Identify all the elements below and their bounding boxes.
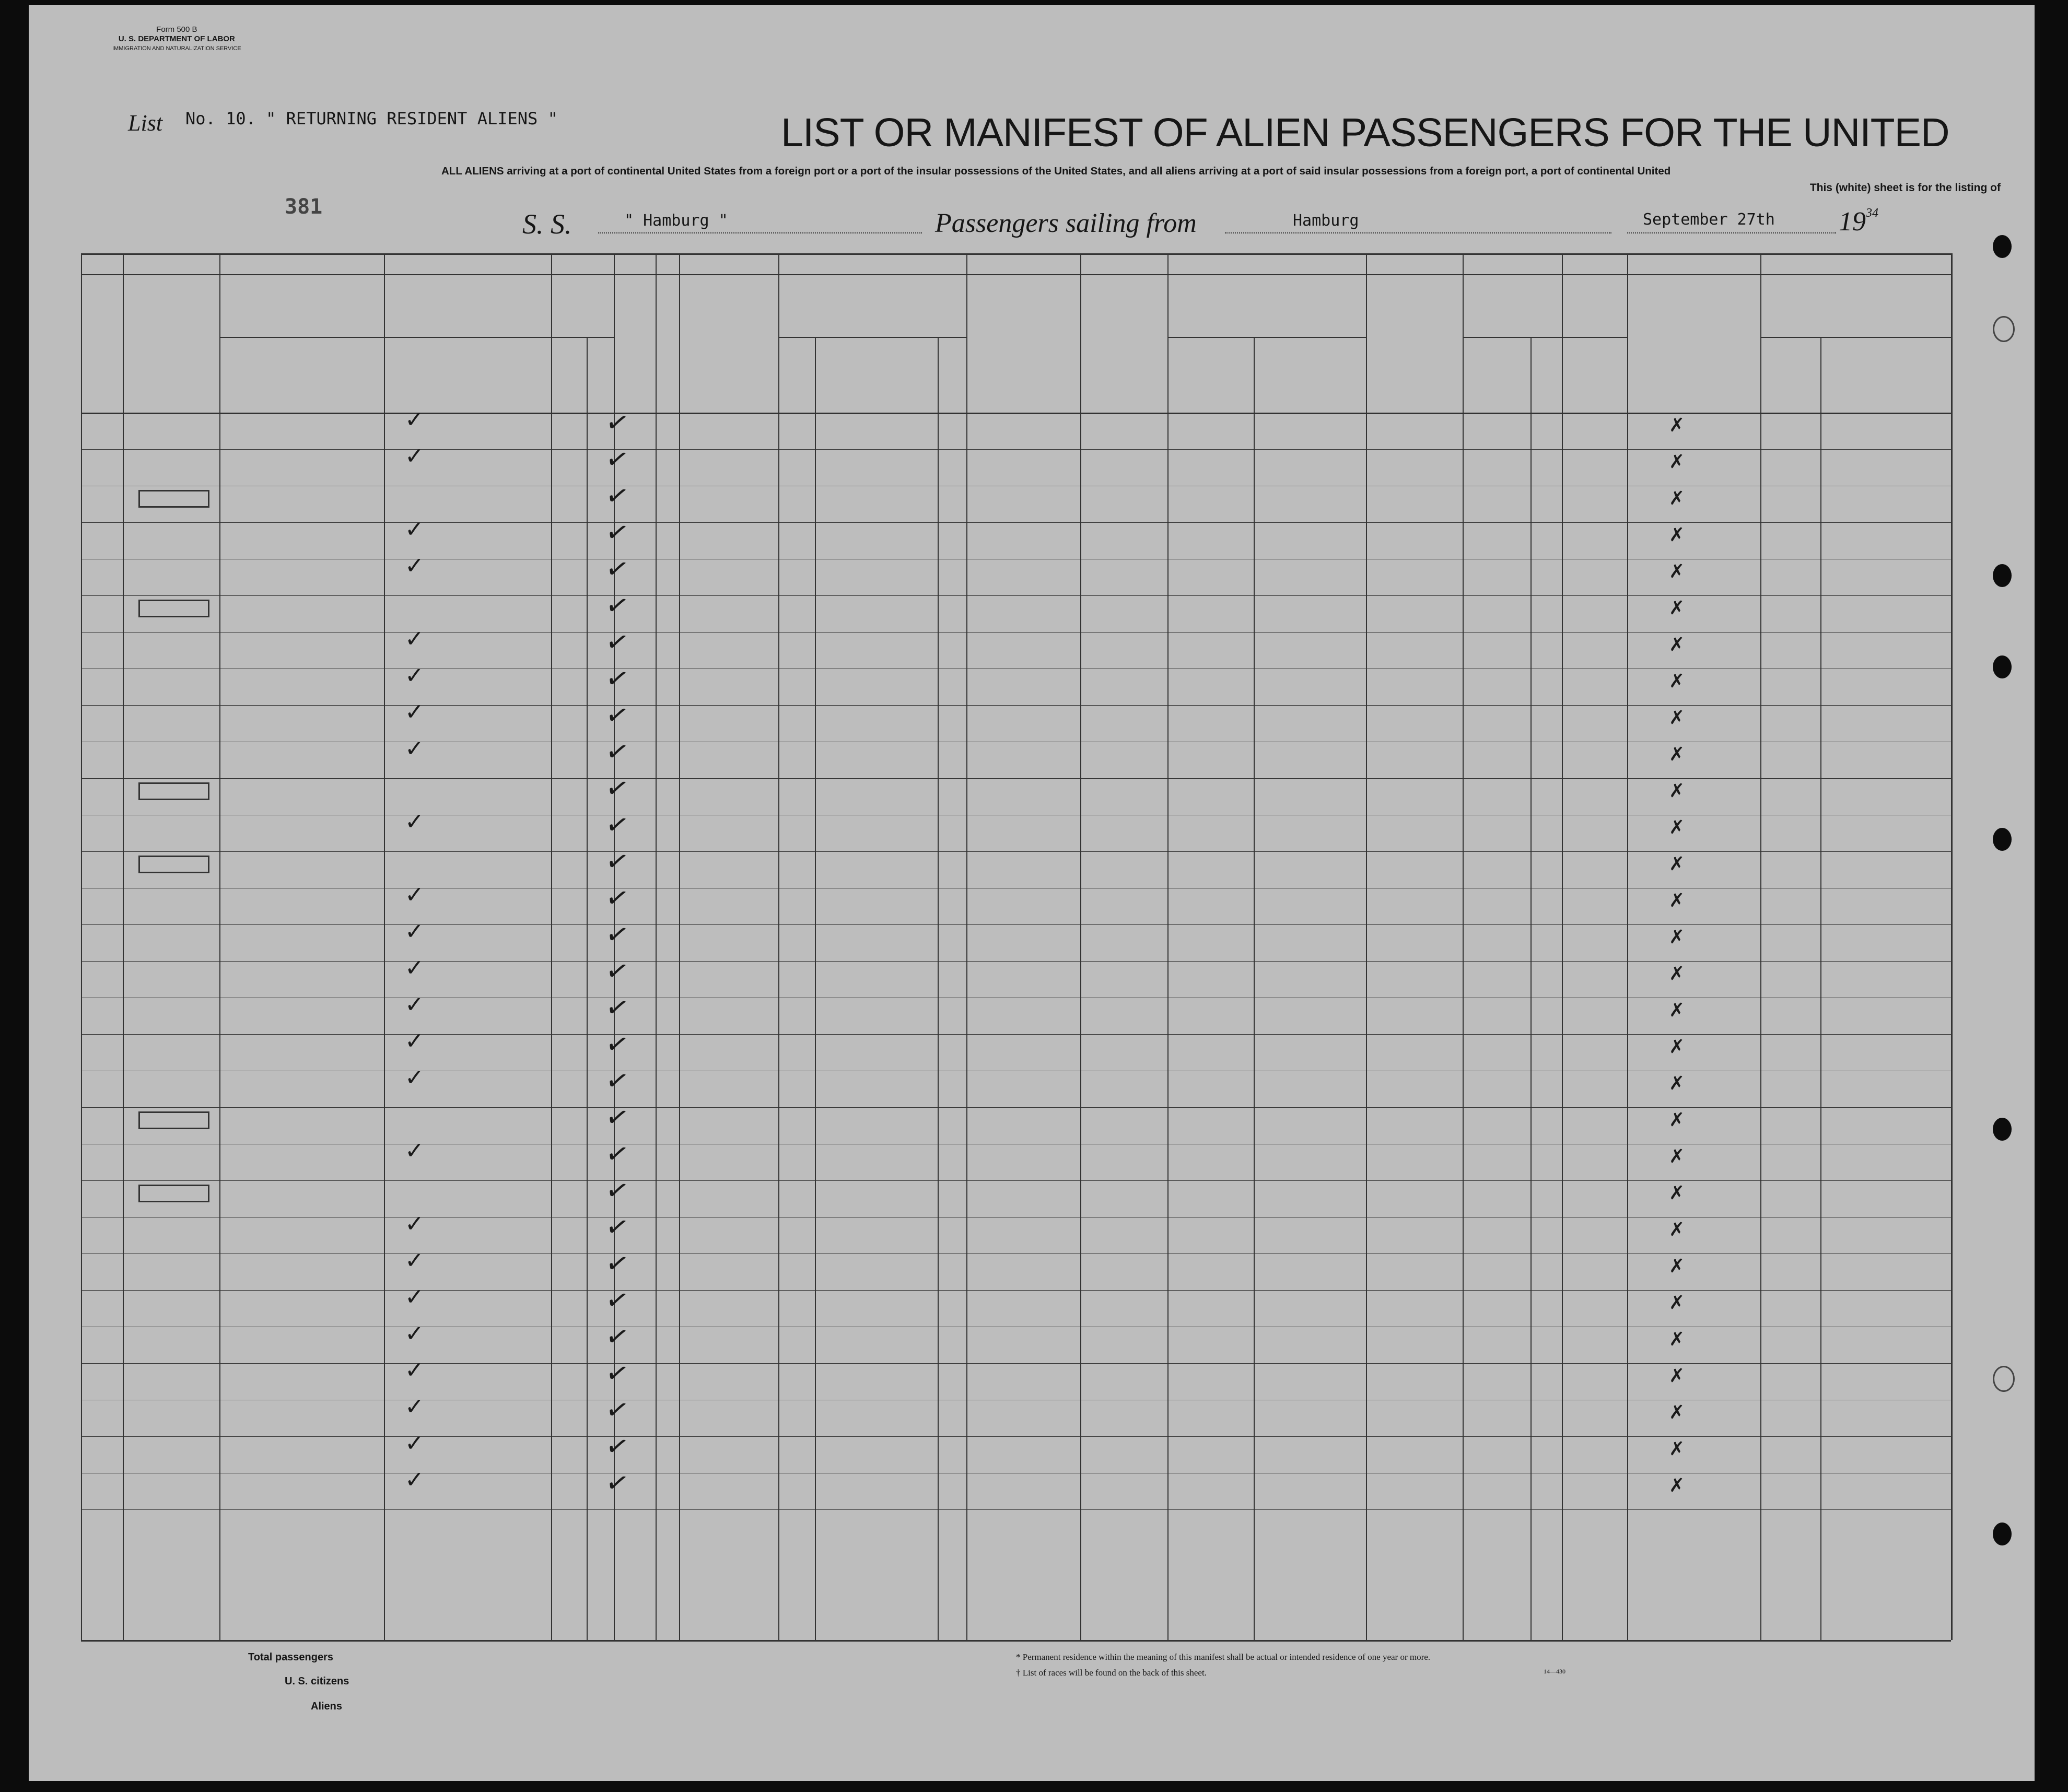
binder-hole	[1993, 655, 2012, 678]
column-divider	[1080, 253, 1081, 1640]
verification-mark: ✗	[1669, 1475, 1685, 1496]
column-number	[551, 253, 614, 274]
ship-underline	[598, 232, 922, 233]
header-age	[551, 274, 614, 337]
verification-mark: ✗	[1669, 853, 1685, 875]
verification-mark: ✗	[1669, 1219, 1685, 1240]
name-check-mark: ✓	[405, 1247, 424, 1274]
row-divider	[81, 632, 1951, 633]
age-check-mark: ✓	[603, 881, 632, 916]
age-check-mark: ✓	[603, 661, 632, 697]
header-married-single	[656, 274, 679, 413]
age-check-mark: ✓	[603, 1319, 632, 1355]
row-divider	[81, 449, 1951, 450]
verification-mark: ✗	[1669, 707, 1685, 729]
sheet-number: 381	[285, 195, 323, 219]
column-divider	[219, 253, 220, 1640]
verification-mark: ✗	[1669, 1329, 1685, 1350]
head-tax-us-citizen-stamp	[138, 1185, 209, 1202]
age-check-mark: ✓	[603, 1246, 632, 1282]
us-citizens-label: U. S. citizens	[285, 1676, 349, 1687]
verification-mark: ✗	[1669, 744, 1685, 765]
ship-name: " Hamburg "	[624, 212, 728, 230]
head-tax-us-citizen-stamp	[138, 782, 209, 800]
column-divider	[384, 253, 385, 1640]
header-age-years	[551, 337, 587, 413]
age-check-mark: ✓	[603, 1173, 632, 1209]
age-check-mark: ✓	[603, 844, 632, 880]
column-divider	[966, 253, 967, 1640]
verification-mark: ✗	[1669, 1146, 1685, 1167]
row-divider	[81, 1509, 1951, 1510]
header-issued	[1463, 274, 1627, 337]
column-number	[1760, 253, 1951, 274]
name-check-mark: ✓	[405, 882, 424, 908]
head-tax-us-citizen-stamp	[138, 600, 209, 617]
header-issued-place	[1463, 337, 1562, 413]
verification-mark: ✗	[1669, 780, 1685, 802]
column-divider	[778, 253, 779, 1640]
column-number	[614, 253, 656, 274]
header-write	[938, 337, 966, 413]
name-check-mark: ✓	[405, 918, 424, 945]
age-check-mark: ✓	[603, 1392, 632, 1428]
verification-mark: ✗	[1669, 1073, 1685, 1094]
verification-mark: ✗	[1669, 1292, 1685, 1314]
header-visa	[1366, 274, 1463, 371]
age-check-mark: ✓	[603, 515, 632, 551]
age-check-mark: ✓	[603, 771, 632, 806]
sailing-date: September 27th	[1643, 210, 1775, 229]
footnote-races: † List of races will be found on the back of this sheet.	[1016, 1668, 1207, 1678]
footnote-residence: * Permanent residence within the meaning of this manifest shall be actual or intended residence of one year or more.	[1016, 1652, 1431, 1662]
form-identifier	[112, 25, 241, 53]
name-check-mark: ✓	[405, 1138, 424, 1164]
header-age-months	[587, 337, 614, 413]
head-tax-us-citizen-stamp	[138, 1111, 209, 1129]
page-subtitle: ALL ALIENS arriving at a port of continental United States from a foreign port or a port of the insular possessions of the United States, and all aliens arriving at a port of said insular possessions from a foreign port, a port of continental United	[441, 165, 1671, 177]
column-divider	[551, 253, 552, 1640]
age-check-mark: ✓	[603, 698, 632, 733]
port-underline	[1225, 232, 1611, 233]
binder-hole-empty	[1993, 316, 2015, 342]
column-number	[1627, 253, 1760, 274]
header-verification	[1627, 274, 1760, 360]
verification-mark: ✗	[1669, 1182, 1685, 1204]
header-verification-note	[1627, 360, 1760, 413]
name-check-mark: ✓	[405, 443, 424, 470]
name-check-mark: ✓	[405, 516, 424, 543]
name-check-mark: ✓	[405, 406, 424, 433]
column-divider	[1167, 253, 1169, 1640]
year-prefix: 19	[1839, 207, 1866, 237]
binder-hole-empty	[1993, 1366, 2015, 1392]
binder-hole	[1993, 564, 2012, 587]
table-bottom-border	[81, 1640, 1951, 1642]
age-check-mark: ✓	[603, 1356, 632, 1391]
column-divider	[1760, 253, 1761, 1640]
header-head-tax-note	[123, 329, 219, 413]
row-divider	[81, 851, 1951, 852]
column-divider	[1463, 253, 1464, 1640]
age-check-mark: ✓	[603, 1466, 632, 1501]
verification-mark: ✗	[1669, 488, 1685, 509]
column-number	[778, 253, 966, 274]
name-check-mark: ✓	[405, 699, 424, 725]
name-check-mark: ✓	[405, 553, 424, 579]
row-divider	[81, 1034, 1951, 1035]
column-divider	[679, 253, 680, 1640]
age-check-mark: ✓	[603, 734, 632, 770]
column-number	[81, 253, 123, 274]
row-divider	[81, 705, 1951, 706]
header-residence-country	[1760, 337, 1820, 413]
row-divider	[81, 1436, 1951, 1437]
column-number	[1463, 253, 1627, 274]
column-divider	[1562, 253, 1563, 1640]
row-divider	[81, 522, 1951, 523]
column-divider	[81, 253, 82, 1640]
verification-mark: ✗	[1669, 1000, 1685, 1021]
verification-mark: ✗	[1669, 634, 1685, 655]
verification-mark: ✗	[1669, 1402, 1685, 1423]
age-check-mark: ✓	[603, 588, 632, 624]
page-subtitle-2: This (white) sheet is for the listing of	[1809, 182, 2001, 194]
column-number	[1167, 253, 1366, 274]
header-visa-note	[1366, 371, 1463, 413]
row-divider	[81, 1363, 1951, 1364]
binder-hole	[1993, 1522, 2012, 1545]
age-check-mark: ✓	[603, 1027, 632, 1062]
name-check-mark: ✓	[405, 1284, 424, 1310]
form-code: 14—430	[1544, 1668, 1565, 1675]
header-read-what-language	[815, 337, 938, 413]
name-check-mark: ✓	[405, 626, 424, 652]
department-name: U. S. DEPARTMENT OF LABOR	[118, 34, 235, 43]
header-birth-city	[1254, 337, 1366, 413]
header-given-name	[384, 337, 551, 413]
header-last-residence	[1760, 274, 1951, 337]
age-check-mark: ✓	[603, 954, 632, 989]
departure-port: Hamburg	[1293, 212, 1359, 230]
header-calling	[679, 274, 778, 413]
column-number	[123, 253, 219, 274]
age-check-mark: ✓	[603, 807, 632, 843]
name-check-mark: ✓	[405, 662, 424, 689]
age-check-mark: ✓	[603, 1137, 632, 1172]
binder-hole	[1993, 828, 2012, 851]
age-check-mark: ✓	[603, 1429, 632, 1465]
header-no-on-list	[81, 274, 123, 413]
column-number	[1080, 253, 1167, 274]
header-sex	[614, 274, 656, 413]
header-residence-city	[1820, 337, 1951, 413]
row-divider	[81, 924, 1951, 925]
verification-mark: ✗	[1669, 1109, 1685, 1131]
form-number: Form 500 B	[156, 25, 197, 34]
row-divider	[81, 595, 1951, 596]
verification-mark: ✗	[1669, 524, 1685, 546]
header-head-tax	[123, 274, 219, 329]
name-check-mark: ✓	[405, 1357, 424, 1384]
verification-mark: ✗	[1669, 817, 1685, 838]
age-check-mark: ✓	[603, 625, 632, 660]
verification-mark: ✗	[1669, 561, 1685, 582]
verification-mark: ✗	[1669, 1256, 1685, 1277]
name-check-mark: ✓	[405, 1393, 424, 1420]
name-check-mark: ✓	[405, 1467, 424, 1493]
sailing-year	[1839, 206, 1878, 237]
header-family-name	[219, 337, 384, 413]
binder-hole	[1993, 1118, 2012, 1141]
header-read	[778, 337, 815, 413]
date-underline	[1627, 232, 1836, 233]
ss-label: S. S.	[522, 208, 572, 240]
column-number	[656, 253, 679, 274]
age-check-mark: ✓	[603, 1063, 632, 1099]
header-nationality	[966, 274, 1080, 413]
age-check-mark: ✓	[603, 1100, 632, 1135]
column-number	[1366, 253, 1463, 274]
row-divider	[81, 1290, 1951, 1291]
verification-mark: ✗	[1669, 927, 1685, 948]
name-check-mark: ✓	[405, 1320, 424, 1347]
header-place-of-birth	[1167, 274, 1366, 337]
age-check-mark: ✓	[603, 1283, 632, 1318]
header-birth-country	[1167, 337, 1254, 413]
name-check-mark: ✓	[405, 809, 424, 835]
total-passengers-label: Total passengers	[248, 1652, 334, 1663]
service-name: IMMIGRATION AND NATURALIZATION SERVICE	[112, 45, 241, 52]
verification-mark: ✗	[1669, 1438, 1685, 1460]
header-race	[1080, 274, 1167, 413]
verification-mark: ✗	[1669, 890, 1685, 911]
column-divider	[1366, 253, 1367, 1640]
row-divider	[81, 1107, 1951, 1108]
name-check-mark: ✓	[405, 1211, 424, 1237]
row-divider	[81, 961, 1951, 962]
age-check-mark: ✓	[603, 552, 632, 587]
verification-mark: ✗	[1669, 415, 1685, 436]
verification-mark: ✗	[1669, 963, 1685, 985]
page-title: LIST OR MANIFEST OF ALIEN PASSENGERS FOR THE UNITED	[781, 110, 1949, 155]
column-divider	[587, 337, 588, 1640]
header-able-to	[778, 274, 966, 337]
verification-mark: ✗	[1669, 671, 1685, 692]
age-check-mark: ✓	[603, 405, 632, 441]
name-check-mark: ✓	[405, 955, 424, 981]
header-bottom-border	[81, 413, 1951, 414]
column-number	[219, 253, 551, 274]
age-check-mark: ✓	[603, 478, 632, 514]
header-name-in-full	[219, 274, 551, 337]
manifest-sheet	[29, 5, 2035, 1781]
column-divider	[1530, 337, 1532, 1640]
binder-hole	[1993, 235, 2012, 258]
row-divider	[81, 778, 1951, 779]
column-divider	[656, 253, 657, 1640]
age-check-mark: ✓	[603, 1210, 632, 1245]
table-right-border	[1951, 253, 1953, 1640]
head-tax-us-citizen-stamp	[138, 856, 209, 873]
age-check-mark: ✓	[603, 990, 632, 1026]
name-check-mark: ✓	[405, 1028, 424, 1055]
column-divider	[1820, 337, 1821, 1640]
column-divider	[1254, 337, 1255, 1640]
list-label: List	[128, 110, 163, 136]
age-check-mark: ✓	[603, 442, 632, 477]
verification-mark: ✗	[1669, 1036, 1685, 1058]
column-number	[679, 253, 778, 274]
column-divider	[1627, 253, 1628, 1640]
column-divider	[815, 337, 816, 1640]
aliens-label: Aliens	[311, 1701, 343, 1712]
name-check-mark: ✓	[405, 735, 424, 762]
column-number	[966, 253, 1080, 274]
year-suffix: 34	[1866, 206, 1878, 220]
verification-mark: ✗	[1669, 1365, 1685, 1387]
name-check-mark: ✓	[405, 1064, 424, 1091]
verification-mark: ✗	[1669, 451, 1685, 473]
column-divider	[123, 253, 124, 1640]
sailing-label: Passengers sailing from	[935, 208, 1197, 238]
row-divider	[81, 1180, 1951, 1181]
list-number: No. 10. " RETURNING RESIDENT ALIENS "	[185, 109, 558, 128]
head-tax-us-citizen-stamp	[138, 490, 209, 508]
name-check-mark: ✓	[405, 1430, 424, 1457]
name-check-mark: ✓	[405, 991, 424, 1018]
age-check-mark: ✓	[603, 917, 632, 953]
header-issued-date	[1562, 337, 1627, 413]
column-divider	[938, 337, 939, 1640]
verification-mark: ✗	[1669, 598, 1685, 619]
